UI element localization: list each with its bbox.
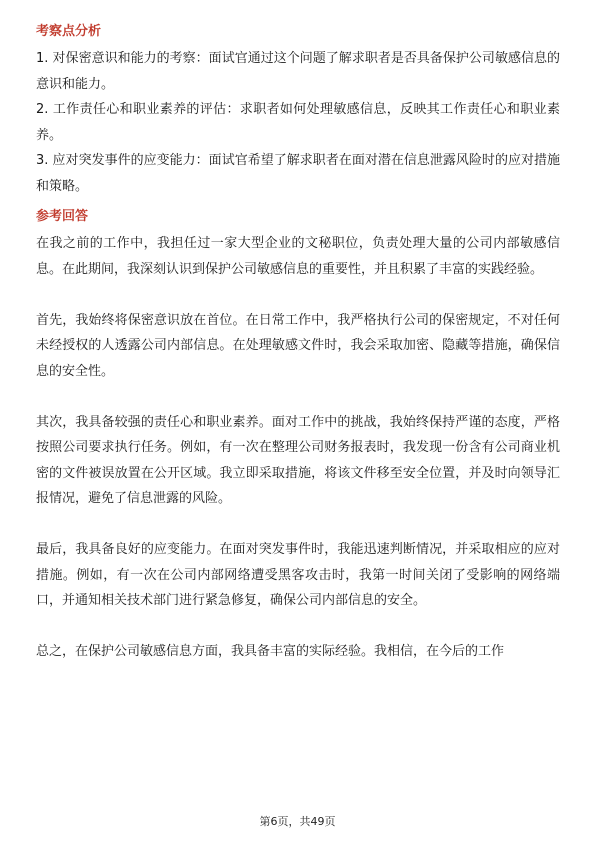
analysis-item-3: 3. 应对突发事件的应变能力：面试官希望了解求职者在面对潜在信息泄露风险时的应对措施和策略。 [36, 153, 560, 194]
analysis-item-1: 1. 对保密意识和能力的考察：面试官通过这个问题了解求职者是否具备保护公司敏感信息的意识和能力。 [36, 51, 560, 92]
section-heading-answer: 参考回答 [36, 209, 89, 224]
page-content [36, 24, 560, 665]
section-heading-analysis: 考察点分析 [36, 24, 102, 39]
answer-paragraph-3: 其次，我具备较强的责任心和职业素养。面对工作中的挑战，我始终保持严谨的态度，严格按照公司要求执行任务。例如，有一次在整理公司财务报表时，我发现一份含有公司商业机密的文件被误放置在公开区域。我立即采取措施，将该文件移至安全位置，并及时向领导汇报情况，避免了信息泄露的风险。 [36, 414, 560, 506]
page-number: 第6页，共49页 [259, 815, 336, 828]
answer-paragraph-2: 首先，我始终将保密意识放在首位。在日常工作中，我严格执行公司的保密规定，不对任何未经授权的人透露公司内部信息。在处理敏感文件时，我会采取加密、隐藏等措施，确保信息的安全性。 [36, 312, 560, 379]
answer-paragraph-4: 最后，我具备良好的应变能力。在面对突发事件时，我能迅速判断情况，并采取相应的应对措施。例如，有一次在公司内部网络遭受黑客攻击时，我第一时间关闭了受影响的网络端口，并通知相关技术部门进行紧急修复，确保公司内部信息的安全。 [36, 542, 560, 608]
answer-paragraph-1: 在我之前的工作中，我担任过一家大型企业的文秘职位，负责处理大量的公司内部敏感信息。在此期间，我深刻认识到保护公司敏感信息的重要性，并且积累了丰富的实践经验。 [36, 236, 560, 277]
answer-paragraph-5: 总之，在保护公司敏感信息方面，我具备丰富的实际经验。我相信，在今后的工作 [36, 644, 505, 659]
analysis-item-2: 2. 工作责任心和职业素养的评估：求职者如何处理敏感信息，反映其工作责任心和职业素养。 [36, 102, 560, 143]
